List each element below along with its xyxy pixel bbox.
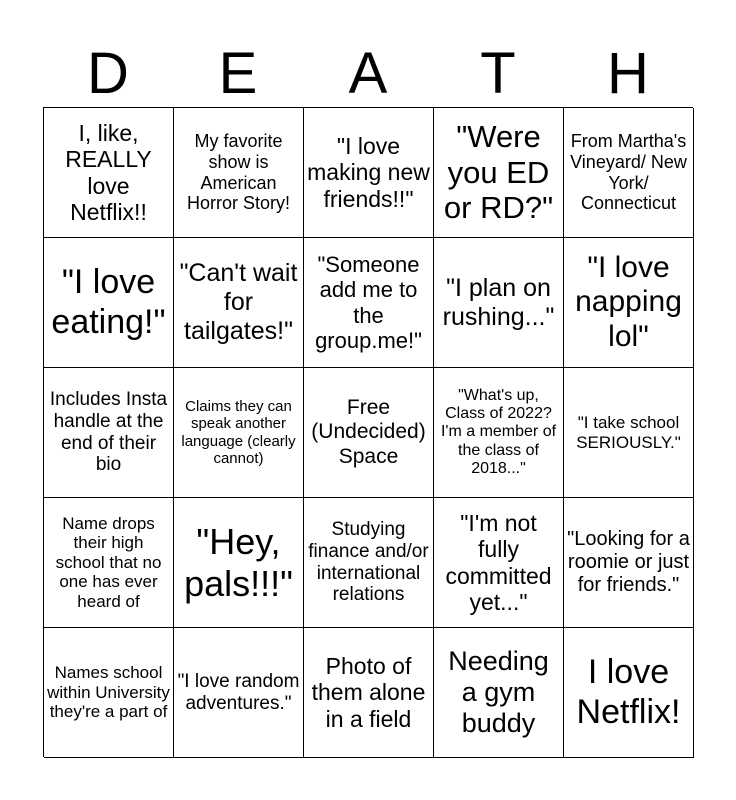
bingo-cell[interactable] bbox=[304, 108, 434, 238]
bingo-cell-text: Includes Insta handle at the end of their bio bbox=[49, 388, 168, 476]
bingo-cell-text: Needing a gym buddy bbox=[448, 645, 549, 739]
bingo-cell[interactable] bbox=[564, 368, 694, 498]
bingo-cell-text: "Looking for a roomie or just for friends." bbox=[567, 528, 690, 596]
bingo-cell[interactable] bbox=[304, 368, 434, 498]
bingo-cell-text: "Can't wait for tailgates!" bbox=[179, 259, 298, 345]
bingo-cell-text: "I love napping lol" bbox=[575, 250, 682, 353]
title-letter-t: T bbox=[480, 41, 516, 106]
bingo-cell-text: "Hey, pals!!!" bbox=[184, 521, 293, 604]
bingo-cell[interactable] bbox=[174, 498, 304, 628]
bingo-cell[interactable] bbox=[564, 498, 694, 628]
bingo-cell[interactable] bbox=[434, 498, 564, 628]
bingo-board bbox=[43, 107, 693, 757]
bingo-cell[interactable] bbox=[44, 368, 174, 498]
bingo-cell-text: From Martha's Vineyard/ New York/ Connecticut bbox=[570, 131, 687, 214]
bingo-cell-text: Name drops their high school that no one has ever heard of bbox=[55, 513, 162, 611]
bingo-cell-text: "I love random adventures." bbox=[177, 670, 300, 714]
bingo-cell[interactable] bbox=[434, 108, 564, 238]
bingo-cell[interactable] bbox=[434, 368, 564, 498]
title-letter-h: H bbox=[607, 41, 649, 106]
bingo-cell-text: I, like, REALLY love Netflix!! bbox=[65, 119, 152, 225]
title-letter-d: D bbox=[87, 41, 129, 106]
bingo-cell[interactable] bbox=[44, 498, 174, 628]
bingo-cell[interactable] bbox=[564, 108, 694, 238]
bingo-cell[interactable] bbox=[304, 498, 434, 628]
bingo-cell[interactable] bbox=[174, 368, 304, 498]
bingo-cell-text: I love Netflix! bbox=[576, 653, 681, 731]
bingo-cell-text: "I'm not fully committed yet..." bbox=[445, 509, 552, 615]
bingo-cell[interactable] bbox=[174, 108, 304, 238]
bingo-cell-text: Free (Undecided) Space bbox=[311, 396, 426, 468]
bingo-cell[interactable] bbox=[304, 238, 434, 368]
bingo-cell-text: "I take school SERIOUSLY." bbox=[576, 412, 681, 452]
title-letter-a: A bbox=[348, 41, 388, 106]
bingo-cell[interactable] bbox=[44, 108, 174, 238]
bingo-cell-text: "I plan on rushing..." bbox=[442, 273, 555, 331]
bingo-cell[interactable] bbox=[434, 238, 564, 368]
bingo-cell[interactable] bbox=[304, 628, 434, 758]
bingo-cell-text: "What's up, Class of 2022? I'm a member of the class of 2018..." bbox=[440, 386, 557, 478]
bingo-cell-text: Studying finance and/or international relations bbox=[308, 518, 429, 606]
bingo-cell-text: Claims they can speak another language (clearly cannot) bbox=[181, 398, 296, 467]
bingo-cell-text: Names school within University they're a part of bbox=[47, 663, 170, 722]
bingo-cell-text: My favorite show is American Horror Story! bbox=[186, 131, 291, 214]
bingo-cell[interactable] bbox=[174, 238, 304, 368]
bingo-cell-text: "Were you ED or RD?" bbox=[443, 119, 554, 226]
bingo-cell-text: "I love eating!" bbox=[51, 263, 166, 341]
bingo-cell[interactable] bbox=[434, 628, 564, 758]
bingo-cell[interactable] bbox=[564, 628, 694, 758]
bingo-cell-text: "Someone add me to the group.me!" bbox=[315, 251, 422, 353]
bingo-cell[interactable] bbox=[44, 628, 174, 758]
bingo-cell-text: "I love making new friends!!" bbox=[307, 132, 430, 212]
title-letter-e: E bbox=[218, 41, 258, 106]
bingo-cell[interactable] bbox=[44, 238, 174, 368]
bingo-title bbox=[43, 40, 693, 108]
bingo-cell[interactable] bbox=[174, 628, 304, 758]
bingo-cell[interactable] bbox=[564, 238, 694, 368]
bingo-cell-text: Photo of them alone in a field bbox=[311, 652, 426, 732]
